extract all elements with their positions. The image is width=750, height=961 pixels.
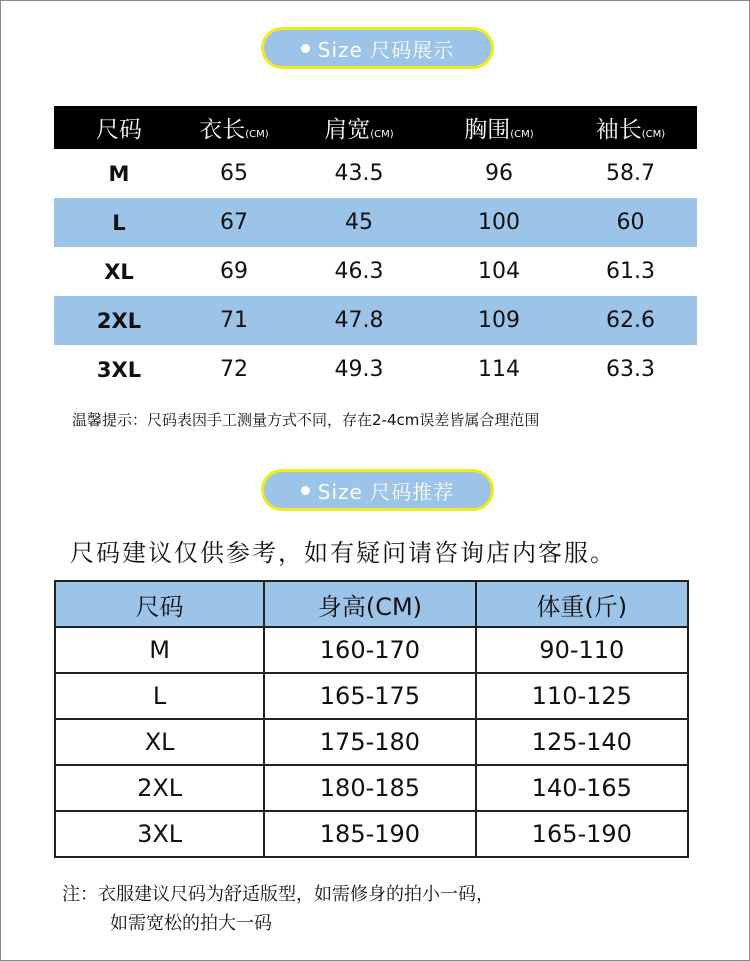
value-cell: 69: [220, 259, 248, 284]
size-cell: 3XL: [55, 811, 264, 857]
value-cell: 63.3: [606, 357, 655, 382]
size-cell: L: [112, 210, 126, 235]
section-title-size-recommend: [261, 469, 494, 511]
size-cell: M: [55, 627, 264, 673]
size-cell: XL: [55, 719, 264, 765]
table-row: [55, 719, 688, 765]
value-cell: 71: [220, 308, 248, 333]
header-cell: 肩宽(CM): [324, 117, 394, 143]
value-cell: 100: [478, 210, 520, 235]
value-cell: 72: [220, 357, 248, 382]
header-cell: 尺码: [55, 581, 264, 627]
height-cell: 165-175: [264, 673, 475, 719]
section-title-size-display: [261, 27, 494, 69]
height-cell: 160-170: [264, 627, 475, 673]
value-cell: 43.5: [334, 161, 384, 186]
value-cell: 67: [220, 210, 248, 235]
table-row: [54, 198, 697, 247]
fit-note-line: 注：衣服建议尺码为舒适版型，如需修身的拍小一码，: [62, 884, 494, 905]
header-cell: 袖长(CM): [595, 117, 666, 143]
bullet-dot-icon: [301, 486, 310, 495]
table-row: [55, 673, 688, 719]
size-cell: 2XL: [96, 308, 142, 333]
table-row: [55, 765, 688, 811]
section-title-label: Size 尺码推荐: [317, 479, 455, 504]
value-cell: 46.3: [334, 259, 384, 284]
table-row: [55, 811, 688, 857]
table-row: [54, 296, 697, 345]
fit-note-line: 如需宽松的拍大一码: [110, 913, 272, 934]
measurement-note: 温馨提示：尺码表因手工测量方式不同，存在2-4cm误差皆属合理范围: [72, 411, 540, 429]
size-cell: 2XL: [55, 765, 264, 811]
weight-cell: 140-165: [476, 765, 688, 811]
value-cell: 58.7: [606, 161, 655, 186]
value-cell: 109: [478, 308, 520, 333]
value-cell: 60: [616, 210, 645, 235]
value-cell: 104: [478, 259, 520, 284]
table-row: [54, 345, 697, 394]
height-cell: 180-185: [264, 765, 475, 811]
value-cell: 47.8: [334, 308, 384, 333]
table-row: [54, 247, 697, 296]
size-recommendation-table: [54, 580, 689, 858]
header-cell: 身高(CM): [264, 581, 475, 627]
table-row: [54, 149, 697, 198]
header-cell: 胸围(CM): [464, 117, 534, 143]
weight-cell: 90-110: [476, 627, 688, 673]
size-cell: 3XL: [96, 357, 142, 382]
size-cell: L: [55, 673, 264, 719]
header-cell: 体重(斤): [476, 581, 688, 627]
header-cell: 尺码: [96, 117, 142, 143]
bullet-dot-icon: [301, 44, 310, 53]
table-row: [55, 627, 688, 673]
header-cell: 衣长(CM): [199, 117, 269, 143]
value-cell: 96: [485, 161, 513, 186]
section-title-label: Size 尺码展示: [317, 37, 455, 62]
table-header-row: [54, 106, 697, 149]
height-cell: 175-180: [264, 719, 475, 765]
height-cell: 185-190: [264, 811, 475, 857]
size-cell: M: [108, 161, 130, 186]
value-cell: 61.3: [606, 259, 655, 284]
fit-note: [62, 880, 494, 938]
value-cell: 62.6: [606, 308, 655, 333]
value-cell: 49.3: [334, 357, 384, 382]
advice-text: 尺码建议仅供参考，如有疑问请咨询店内客服。: [70, 539, 616, 567]
table-header-row: [55, 581, 688, 627]
weight-cell: 110-125: [476, 673, 688, 719]
weight-cell: 125-140: [476, 719, 688, 765]
weight-cell: 165-190: [476, 811, 688, 857]
value-cell: 114: [478, 357, 520, 382]
value-cell: 45: [345, 210, 373, 235]
value-cell: 65: [220, 161, 248, 186]
size-chart-table: [54, 106, 697, 394]
size-cell: XL: [104, 259, 134, 284]
